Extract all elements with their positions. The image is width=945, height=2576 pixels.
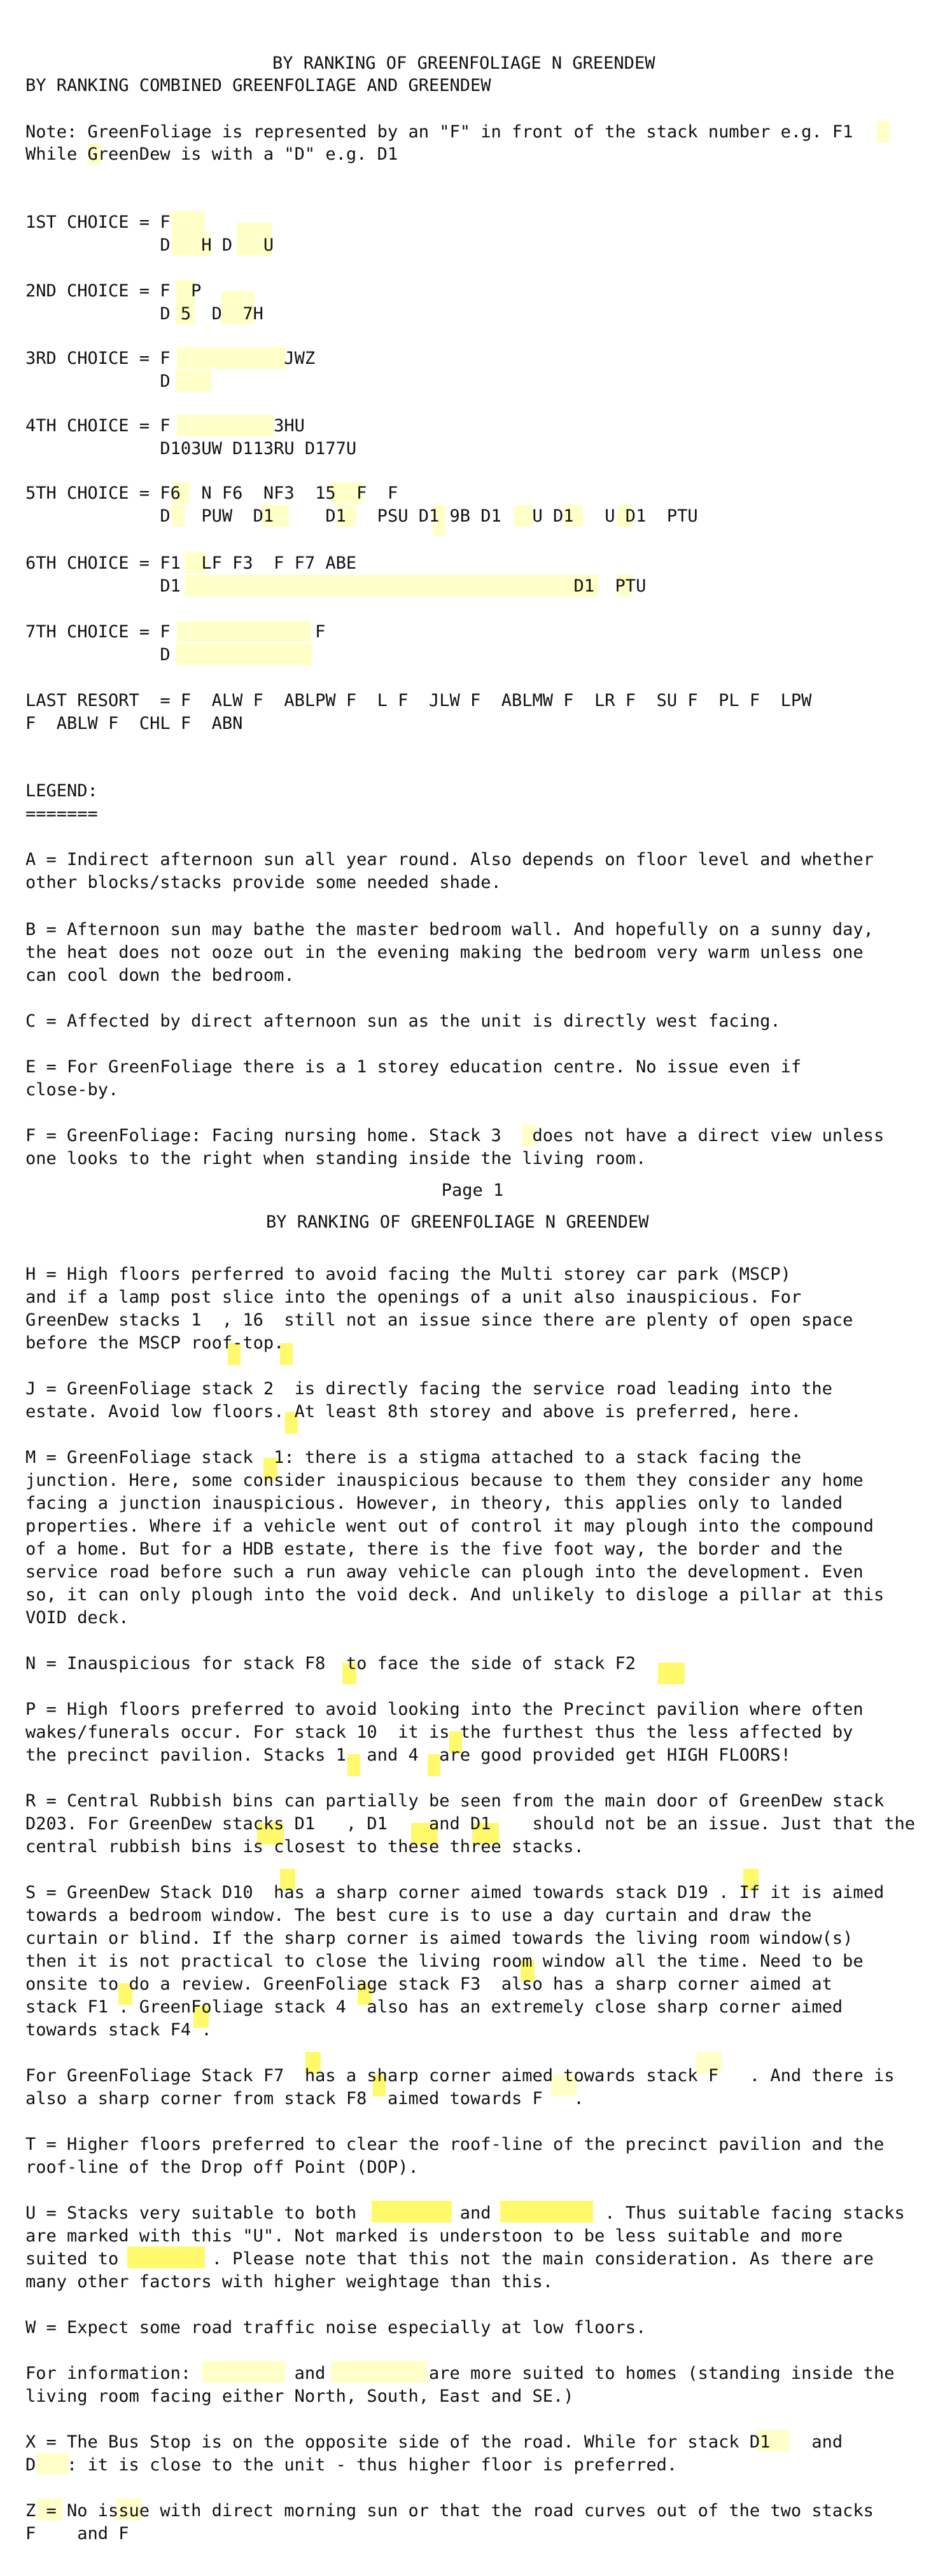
legend-line: close-by.: [25, 1080, 119, 1100]
choice-line: 2ND CHOICE = F P: [25, 281, 202, 301]
legend-line: the heat does not ooze out in the evening making the bedroom very warm unless one: [25, 943, 864, 962]
choice-line: D PUW D1 D1 PSU D1 9B D1 U D1 U D1 PTU: [25, 506, 698, 526]
legend-line: D : it is close to the unit - thus higher floor is preferred.: [25, 2455, 678, 2475]
legend-line: M = GreenFoliage stack 1: there is a stigma attached to a stack facing the: [25, 1448, 802, 1467]
choice-line: 3RD CHOICE = F JWZ: [25, 349, 316, 368]
legend-line: N = Inauspicious for stack F8 to face the side of stack F2: [25, 1654, 636, 1673]
legend-line: B = Afternoon sun may bathe the master bedroom wall. And hopefully on a sunny day,: [25, 920, 874, 939]
redaction-highlight: [176, 644, 312, 665]
legend-line: central rubbish bins is closest to these three stacks.: [25, 1837, 584, 1857]
redaction-highlight: [658, 1663, 685, 1684]
legend-line: U = Stacks very suitable to both and . Thus suitable facing stacks: [25, 2203, 905, 2223]
legend-line: then it is not practical to close the living room window all the time. Need to be: [25, 1951, 864, 1971]
legend-line: D203. For GreenDew stacks D1 , D1 and D1 should not be an issue. Just that the: [25, 1814, 915, 1834]
legend-line: one looks to the right when standing inside the living room.: [25, 1149, 647, 1168]
choice-line: 4TH CHOICE = F 3HU: [25, 416, 305, 436]
choice-line: 5TH CHOICE = F6 N F6 NF3 15 F F: [25, 483, 398, 503]
legend-line: so, it can only plough into the void deck. And unlikely to disloge a pillar at this: [25, 1585, 885, 1605]
legend-line: X = The Bus Stop is on the opposite side of the road. While for stack D1 and: [25, 2432, 843, 2452]
page-number: Page 1: [441, 1181, 504, 1200]
legend-line: VOID deck.: [25, 1608, 129, 1628]
legend-line: R = Central Rubbish bins can partially be seen from the main door of GreenDew stack: [25, 1791, 885, 1811]
legend-line: and if a lamp post slice into the openings of a unit also inauspicious. For: [25, 1287, 802, 1307]
legend-line: T = Higher floors preferred to clear the roof-line of the precinct pavilion and the: [25, 2135, 885, 2154]
legend-line: wakes/funerals occur. For stack 10 it is the furthest thus the less affected by: [25, 1722, 853, 1742]
legend-line: H = High floors perferred to avoid facing the Multi storey car park (MSCP): [25, 1264, 791, 1284]
legend-line: For information: and are more suited to homes (standing inside the: [25, 2364, 895, 2383]
choice-line: D: [25, 371, 171, 391]
legend-line: properties. Where if a vehicle went out of control it may plough into the compound: [25, 1516, 874, 1536]
legend-line: junction. Here, some consider inauspicious because to them they consider any home: [25, 1471, 864, 1490]
legend-line: living room facing either North, South, East and SE.): [25, 2386, 574, 2406]
choice-line: 6TH CHOICE = F1 LF F3 F F7 ABE: [25, 553, 357, 573]
document-subtitle: BY RANKING COMBINED GREENFOLIAGE AND GREENDEW: [25, 76, 491, 95]
choice-line: 1ST CHOICE = F: [25, 212, 171, 232]
legend-line: estate. Avoid low floors. At least 8th storey and above is preferred, here.: [25, 1402, 802, 1422]
legend-line: of a home. But for a HDB estate, there is the five foot way, the border and the: [25, 1539, 843, 1559]
redaction-highlight: [176, 370, 211, 392]
legend-line: service road before such a run away vehicle can plough into the development. Even: [25, 1562, 864, 1582]
legend-line: roof-line of the Drop off Point (DOP).: [25, 2157, 419, 2177]
legend-line: P = High floors preferred to avoid looking into the Precinct pavilion where often: [25, 1700, 864, 1719]
legend-line: towards a bedroom window. The best cure is to use a day curtain and draw the: [25, 1906, 812, 1925]
legend-line: also a sharp corner from stack F8 aimed towards F .: [25, 2089, 584, 2109]
legend-rule: =======: [25, 804, 98, 824]
legend-line: before the MSCP roof-top.: [25, 1333, 284, 1353]
choice-line: D103UW D113RU D177U: [25, 439, 357, 459]
legend-line: many other factors with higher weightage than this.: [25, 2272, 554, 2292]
choice-line: D 5 D 7H: [25, 304, 263, 324]
legend-line: C = Affected by direct afternoon sun as the unit is directly west facing.: [25, 1011, 781, 1031]
document-title: BY RANKING OF GREENFOLIAGE N GREENDEW: [272, 53, 655, 73]
legend-line: W = Expect some road traffic noise especially at low floors.: [25, 2318, 647, 2337]
choice-line: D1 D1 PTU: [25, 576, 647, 596]
page-header: BY RANKING OF GREENFOLIAGE N GREENDEW: [266, 1212, 649, 1232]
legend-line: For GreenFoliage Stack F7 has a sharp corner aimed towards stack F . And there is: [25, 2066, 895, 2086]
choice-line: D H D U: [25, 235, 274, 255]
last-resort-line: F ABLW F CHL F ABN: [25, 714, 243, 733]
legend-line: S = GreenDew Stack D10 has a sharp corner aimed towards stack D19 . If it is aimed: [25, 1883, 885, 1902]
legend-line: stack F1 . GreenFoliage stack 4 also has an extremely close sharp corner aimed: [25, 1997, 843, 2017]
legend-line: facing a junction inauspicious. However, in theory, this applies only to landed: [25, 1493, 843, 1513]
legend-line: F and F: [25, 2524, 129, 2544]
redaction-highlight: [877, 121, 890, 142]
legend-line: suited to . Please note that this not the main consideration. As there are: [25, 2249, 874, 2269]
note-line: While GreenDew is with a "D" e.g. D1: [25, 144, 398, 164]
choice-line: 7TH CHOICE = F F: [25, 622, 326, 642]
legend-line: E = For GreenFoliage there is a 1 storey education centre. No issue even if: [25, 1057, 802, 1077]
legend-line: can cool down the bedroom.: [25, 966, 295, 985]
legend-line: towards stack F4 .: [25, 2020, 212, 2040]
legend-line: curtain or blind. If the sharp corner is aimed towards the living room window(s): [25, 1929, 853, 1948]
choice-line: D: [25, 645, 171, 665]
legend-line: the precinct pavilion. Stacks 1 and 4 are good provided get HIGH FLOORS!: [25, 1745, 791, 1765]
legend-line: Z = No issue with direct morning sun or that the road curves out of the two stacks: [25, 2501, 874, 2521]
legend-line: are marked with this "U". Not marked is understoon to be less suitable and more: [25, 2226, 843, 2246]
legend-title: LEGEND:: [25, 781, 98, 801]
legend-line: other blocks/stacks provide some needed shade.: [25, 873, 501, 892]
legend-line: F = GreenFoliage: Facing nursing home. Stack 3 does not have a direct view unless: [25, 1126, 885, 1146]
note-line: Note: GreenFoliage is represented by an "F" in front of the stack number e.g. F1: [25, 122, 853, 142]
legend-line: GreenDew stacks 1 , 16 still not an issue since there are plenty of open space: [25, 1310, 853, 1330]
legend-line: onsite to do a review. GreenFoliage stack F3 also has a sharp corner aimed at: [25, 1974, 832, 1994]
legend-line: J = GreenFoliage stack 2 is directly facing the service road leading into the: [25, 1379, 832, 1399]
last-resort-line: LAST RESORT = F ALW F ABLPW F L F JLW F ABLMW F LR F SU F PL F LPW: [25, 691, 812, 710]
legend-line: A = Indirect afternoon sun all year round. Also depends on floor level and whether: [25, 850, 874, 869]
